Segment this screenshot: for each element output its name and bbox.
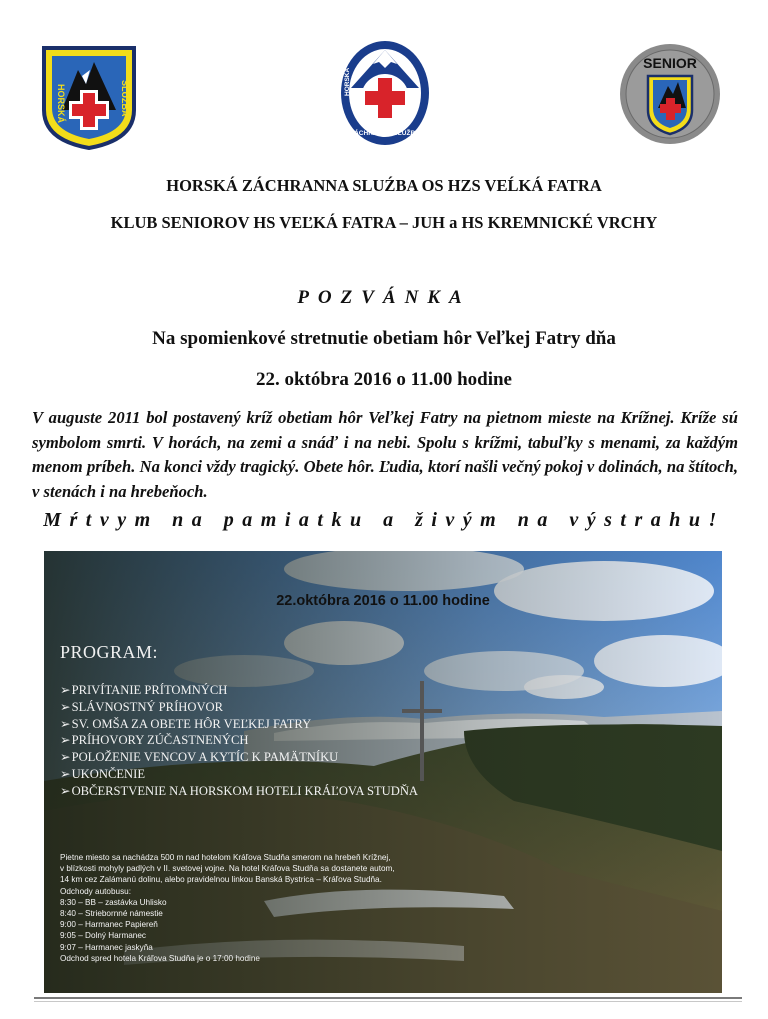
program-item: ➢UKONČENIE <box>60 766 146 781</box>
svg-text:SLUŽBA: SLUŽBA <box>120 80 130 117</box>
info-line: 9:07 – Harmanec jaskyňa <box>60 942 153 952</box>
info-line: Odchod spred hotela Kráľova Studňa je o 17:00 hodine <box>60 953 260 963</box>
mountain-rescue-emblem-icon <box>337 38 433 148</box>
program-heading: PROGRAM: <box>60 642 159 662</box>
info-line: v blízkosti mohyly padlých v II. svetovej vojne. Na hotel Kráľova Studňa sa dostanete autom, <box>60 864 395 874</box>
poster-date: 22.októbra 2016 o 11.00 hodine <box>276 593 490 609</box>
senior-badge-label: SENIOR <box>643 55 697 71</box>
svg-text:HORSKÁ: HORSKÁ <box>344 67 351 96</box>
mountain-rescue-badge-icon <box>36 40 142 152</box>
info-line: Pietne miesto sa nachádza 500 m nad hotelom Kráľova Studňa smerom na hrebeň Krížnej, <box>60 853 391 862</box>
info-line: 9:05 – Dolný Harmanec <box>60 931 147 941</box>
svg-text:HORSKÁ: HORSKÁ <box>56 84 66 124</box>
club-name: KLUB SENIOROV HS VEĽKÁ FATRA – JUH a HS KREMNICKÉ VRCHY <box>110 213 658 232</box>
info-line: 14 km cez Zalámanú dolinu, alebo pravidelnou linkou Banská Bystrica – Kráľova Studňa. <box>60 875 382 885</box>
event-subtitle: Na spomienkové stretnutie obetiam hôr Veľkej Fatry dňa <box>152 328 616 349</box>
program-list <box>60 682 418 800</box>
intro-paragraph: V auguste 2011 bol postavený kríž obetiam hôr Veľkej Fatry na pietnom mieste na Krížnej. Kríže sú symbolom smrti. V horách, na zemi a snáď i na nebi. Spolu s krížmi, tabuľky s menami, za každým menom príbeh. Na konci vždy tragický. Obete hôr. Ľudia, ktorí našli večný pokoj v dolinách, na štítoch, v stenách i na hrebeňoch. <box>32 408 738 501</box>
info-line: 8:40 – Striebornné námestie <box>60 909 163 919</box>
event-date: 22. októbra 2016 o 11.00 hodine <box>255 369 512 390</box>
program-item: ➢SV. OMŠA ZA OBETE HÔR VEĽKEJ FATRY <box>60 716 312 731</box>
program-item: ➢PRIVÍTANIE PRÍTOMNÝCH <box>60 683 228 697</box>
info-line: 9:00 – Harmanec Papiereň <box>60 920 158 930</box>
info-line: 8:30 – BB – zastávka Uhlisko <box>60 897 167 907</box>
invitation-title: POZVÁNKA <box>297 287 471 308</box>
svg-text:ZÁCHRANNÁ SLUŽBA: ZÁCHRANNÁ SLUŽBA <box>350 130 420 137</box>
senior-mountain-rescue-badge-icon <box>618 42 722 146</box>
poster-photo <box>44 551 722 993</box>
info-line: Odchody autobusu: <box>60 886 132 896</box>
program-item: ➢OBČERSTVENIE NA HORSKOM HOTELI KRÁĽOVA STUDŇA <box>60 783 419 798</box>
location-and-bus-info <box>60 852 500 964</box>
motto: Mŕtvym na pamiatku a živým na výstrahu! <box>43 509 725 531</box>
program-item: ➢POLOŽENIE VENCOV A KYTÍC K PAMÄTNÍKU <box>60 750 339 765</box>
program-item: ➢PRÍHOVORY ZÚČASTNENÝCH <box>60 733 249 748</box>
divider <box>34 997 742 999</box>
divider <box>34 1001 742 1002</box>
program-item: ➢SLÁVNOSTNÝ PRÍHOVOR <box>60 699 224 714</box>
organization-name: HORSKÁ ZÁCHRANNA SLUŹBA OS HZS VEĹKÁ FATRA <box>166 176 602 195</box>
